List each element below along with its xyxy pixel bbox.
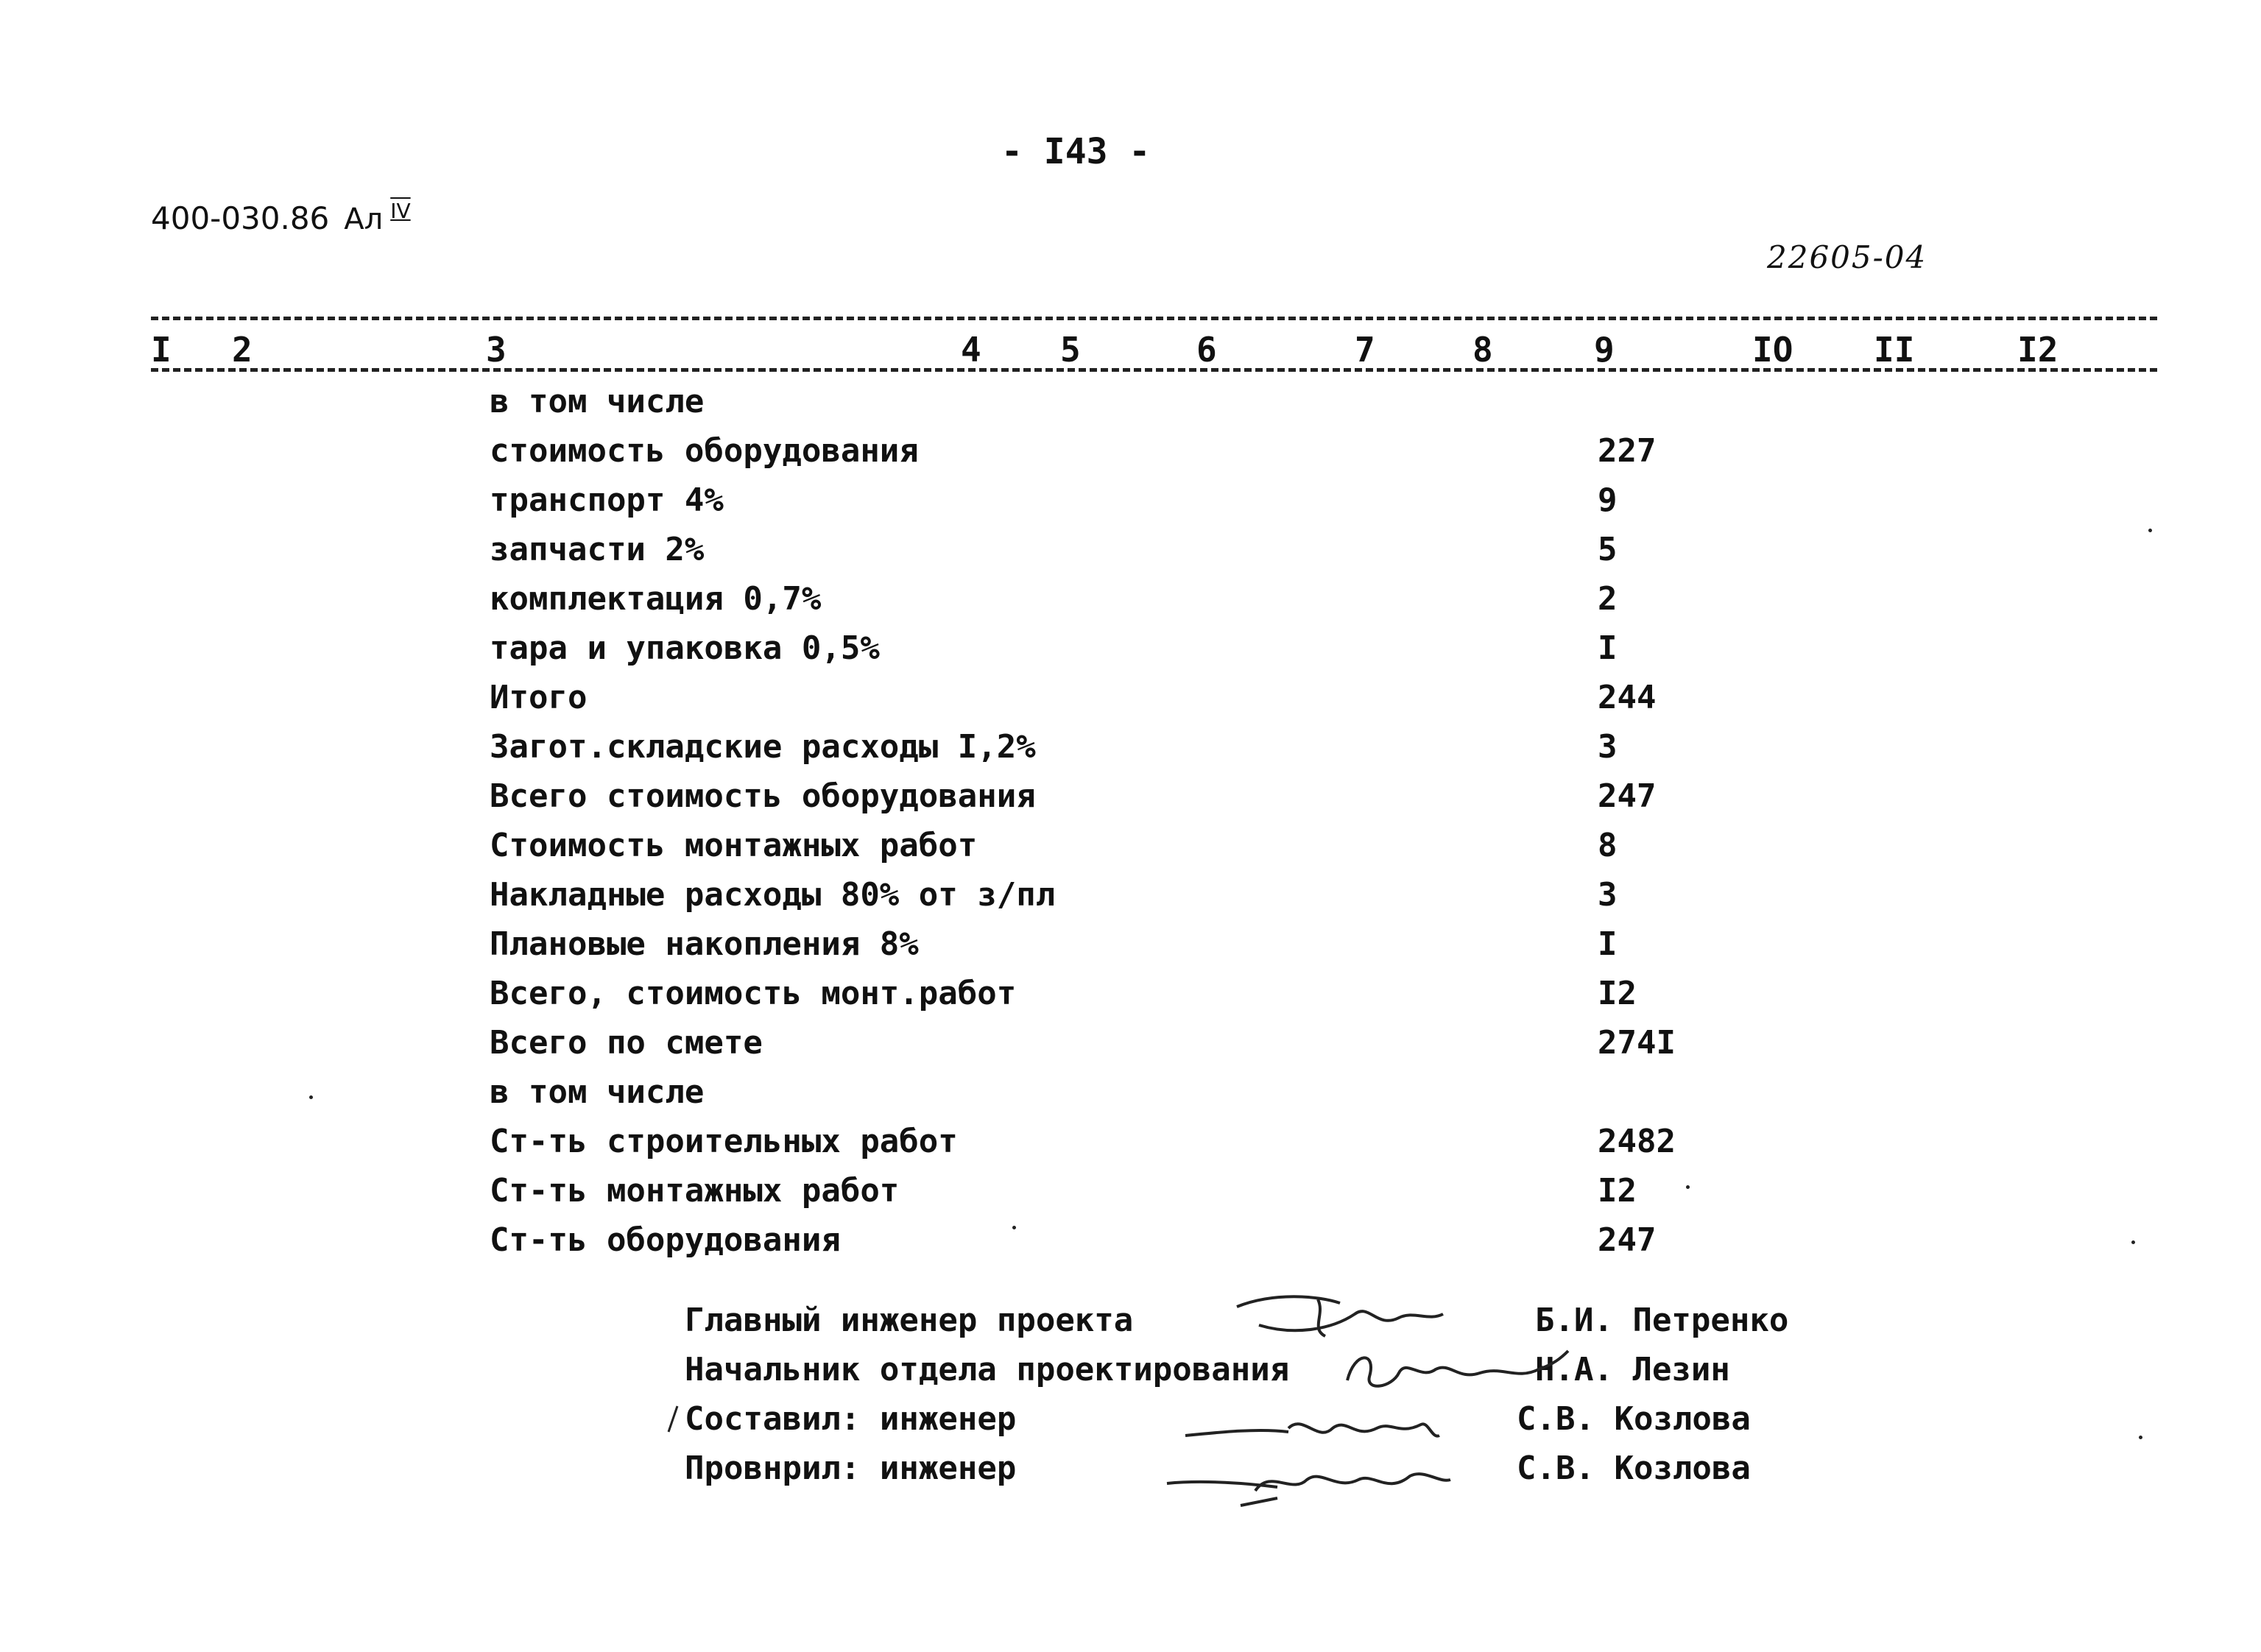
signature-role: Провнрил: инженер xyxy=(685,1450,1017,1487)
row-value: I2 xyxy=(1598,975,1637,1012)
signature-name: С.В. Козлова xyxy=(1517,1450,1751,1487)
column-number: II xyxy=(1874,330,1915,370)
column-number: 7 xyxy=(1355,330,1375,370)
row-value: 8 xyxy=(1598,827,1618,864)
column-number: 9 xyxy=(1594,330,1615,370)
row-label: Плановые накопления 8% xyxy=(490,925,919,963)
pen-mark xyxy=(663,1402,685,1439)
signature-role: Составил: инженер xyxy=(685,1400,1017,1438)
row-label: в том числе xyxy=(490,383,705,420)
scan-speck xyxy=(2148,529,2152,532)
row-label: Итого xyxy=(490,679,588,716)
signature-name: С.В. Козлова xyxy=(1517,1400,1751,1438)
handwritten-signature xyxy=(1160,1454,1454,1520)
row-value: 2 xyxy=(1598,580,1618,618)
dashed-rule-bottom xyxy=(151,368,2157,372)
row-value: 244 xyxy=(1598,679,1657,716)
column-number: 2 xyxy=(232,330,253,370)
column-number: I2 xyxy=(2017,330,2059,370)
row-label: Всего стоимость оборудования xyxy=(490,777,1036,815)
row-label: тара и упаковка 0,5% xyxy=(490,629,880,667)
row-value: 247 xyxy=(1598,1221,1657,1259)
signature-role: Начальник отдела проектирования xyxy=(685,1351,1290,1388)
row-label: стоимость оборудования xyxy=(490,432,919,470)
scan-speck xyxy=(2139,1436,2142,1439)
row-label: Ст-ть строительных работ xyxy=(490,1123,958,1160)
column-number: IO xyxy=(1752,330,1793,370)
row-label: транспорт 4% xyxy=(490,481,724,519)
row-value: 3 xyxy=(1598,876,1618,914)
handwritten-number: 22605-04 xyxy=(1767,239,1927,275)
row-label: в том числе xyxy=(490,1073,705,1111)
row-label: Стоимость монтажных работ xyxy=(490,827,978,864)
column-number: 6 xyxy=(1196,330,1217,370)
row-value: 2482 xyxy=(1598,1123,1676,1160)
scan-speck xyxy=(309,1095,313,1099)
row-value: I xyxy=(1598,925,1618,963)
handwritten-signature xyxy=(1178,1406,1443,1458)
sheet-mark: Ал xyxy=(344,202,384,236)
dashed-rule-top xyxy=(151,317,2157,320)
row-label: Всего, стоимость монт.работ xyxy=(490,975,1017,1012)
column-number: 5 xyxy=(1060,330,1081,370)
document-code xyxy=(151,199,411,236)
handwritten-signature xyxy=(1340,1336,1576,1402)
signature-role: Главный инженер проекта xyxy=(685,1302,1134,1339)
row-label: Всего по смете xyxy=(490,1024,763,1062)
row-value: I xyxy=(1598,629,1618,667)
signature-name: Н.А. Лезин xyxy=(1535,1351,1730,1388)
row-label: Ст-ть монтажных работ xyxy=(490,1172,900,1210)
row-value: 5 xyxy=(1598,531,1618,568)
row-value: 9 xyxy=(1598,481,1618,519)
row-label: Ст-ть оборудования xyxy=(490,1221,841,1259)
scan-speck xyxy=(2131,1240,2135,1244)
column-number: 8 xyxy=(1472,330,1493,370)
document-code-text: 400-030.86 xyxy=(151,200,330,236)
row-value: 274I xyxy=(1598,1024,1676,1062)
scan-speck xyxy=(1686,1185,1690,1189)
page-number: - I43 - xyxy=(1001,131,1151,172)
sheet-mark-superscript: IV xyxy=(390,199,411,223)
row-label: запчасти 2% xyxy=(490,531,705,568)
column-number: I xyxy=(151,330,172,370)
row-label: Загот.складские расходы I,2% xyxy=(490,728,1036,766)
row-value: 3 xyxy=(1598,728,1618,766)
row-value: I2 xyxy=(1598,1172,1637,1210)
column-number: 4 xyxy=(961,330,981,370)
row-value: 247 xyxy=(1598,777,1657,815)
signature-name: Б.И. Петренко xyxy=(1535,1302,1789,1339)
row-label: комплектация 0,7% xyxy=(490,580,822,618)
column-number: 3 xyxy=(486,330,507,370)
row-value: 227 xyxy=(1598,432,1657,470)
row-label: Накладные расходы 80% от з/пл xyxy=(490,876,1056,914)
scan-speck xyxy=(1012,1226,1016,1229)
